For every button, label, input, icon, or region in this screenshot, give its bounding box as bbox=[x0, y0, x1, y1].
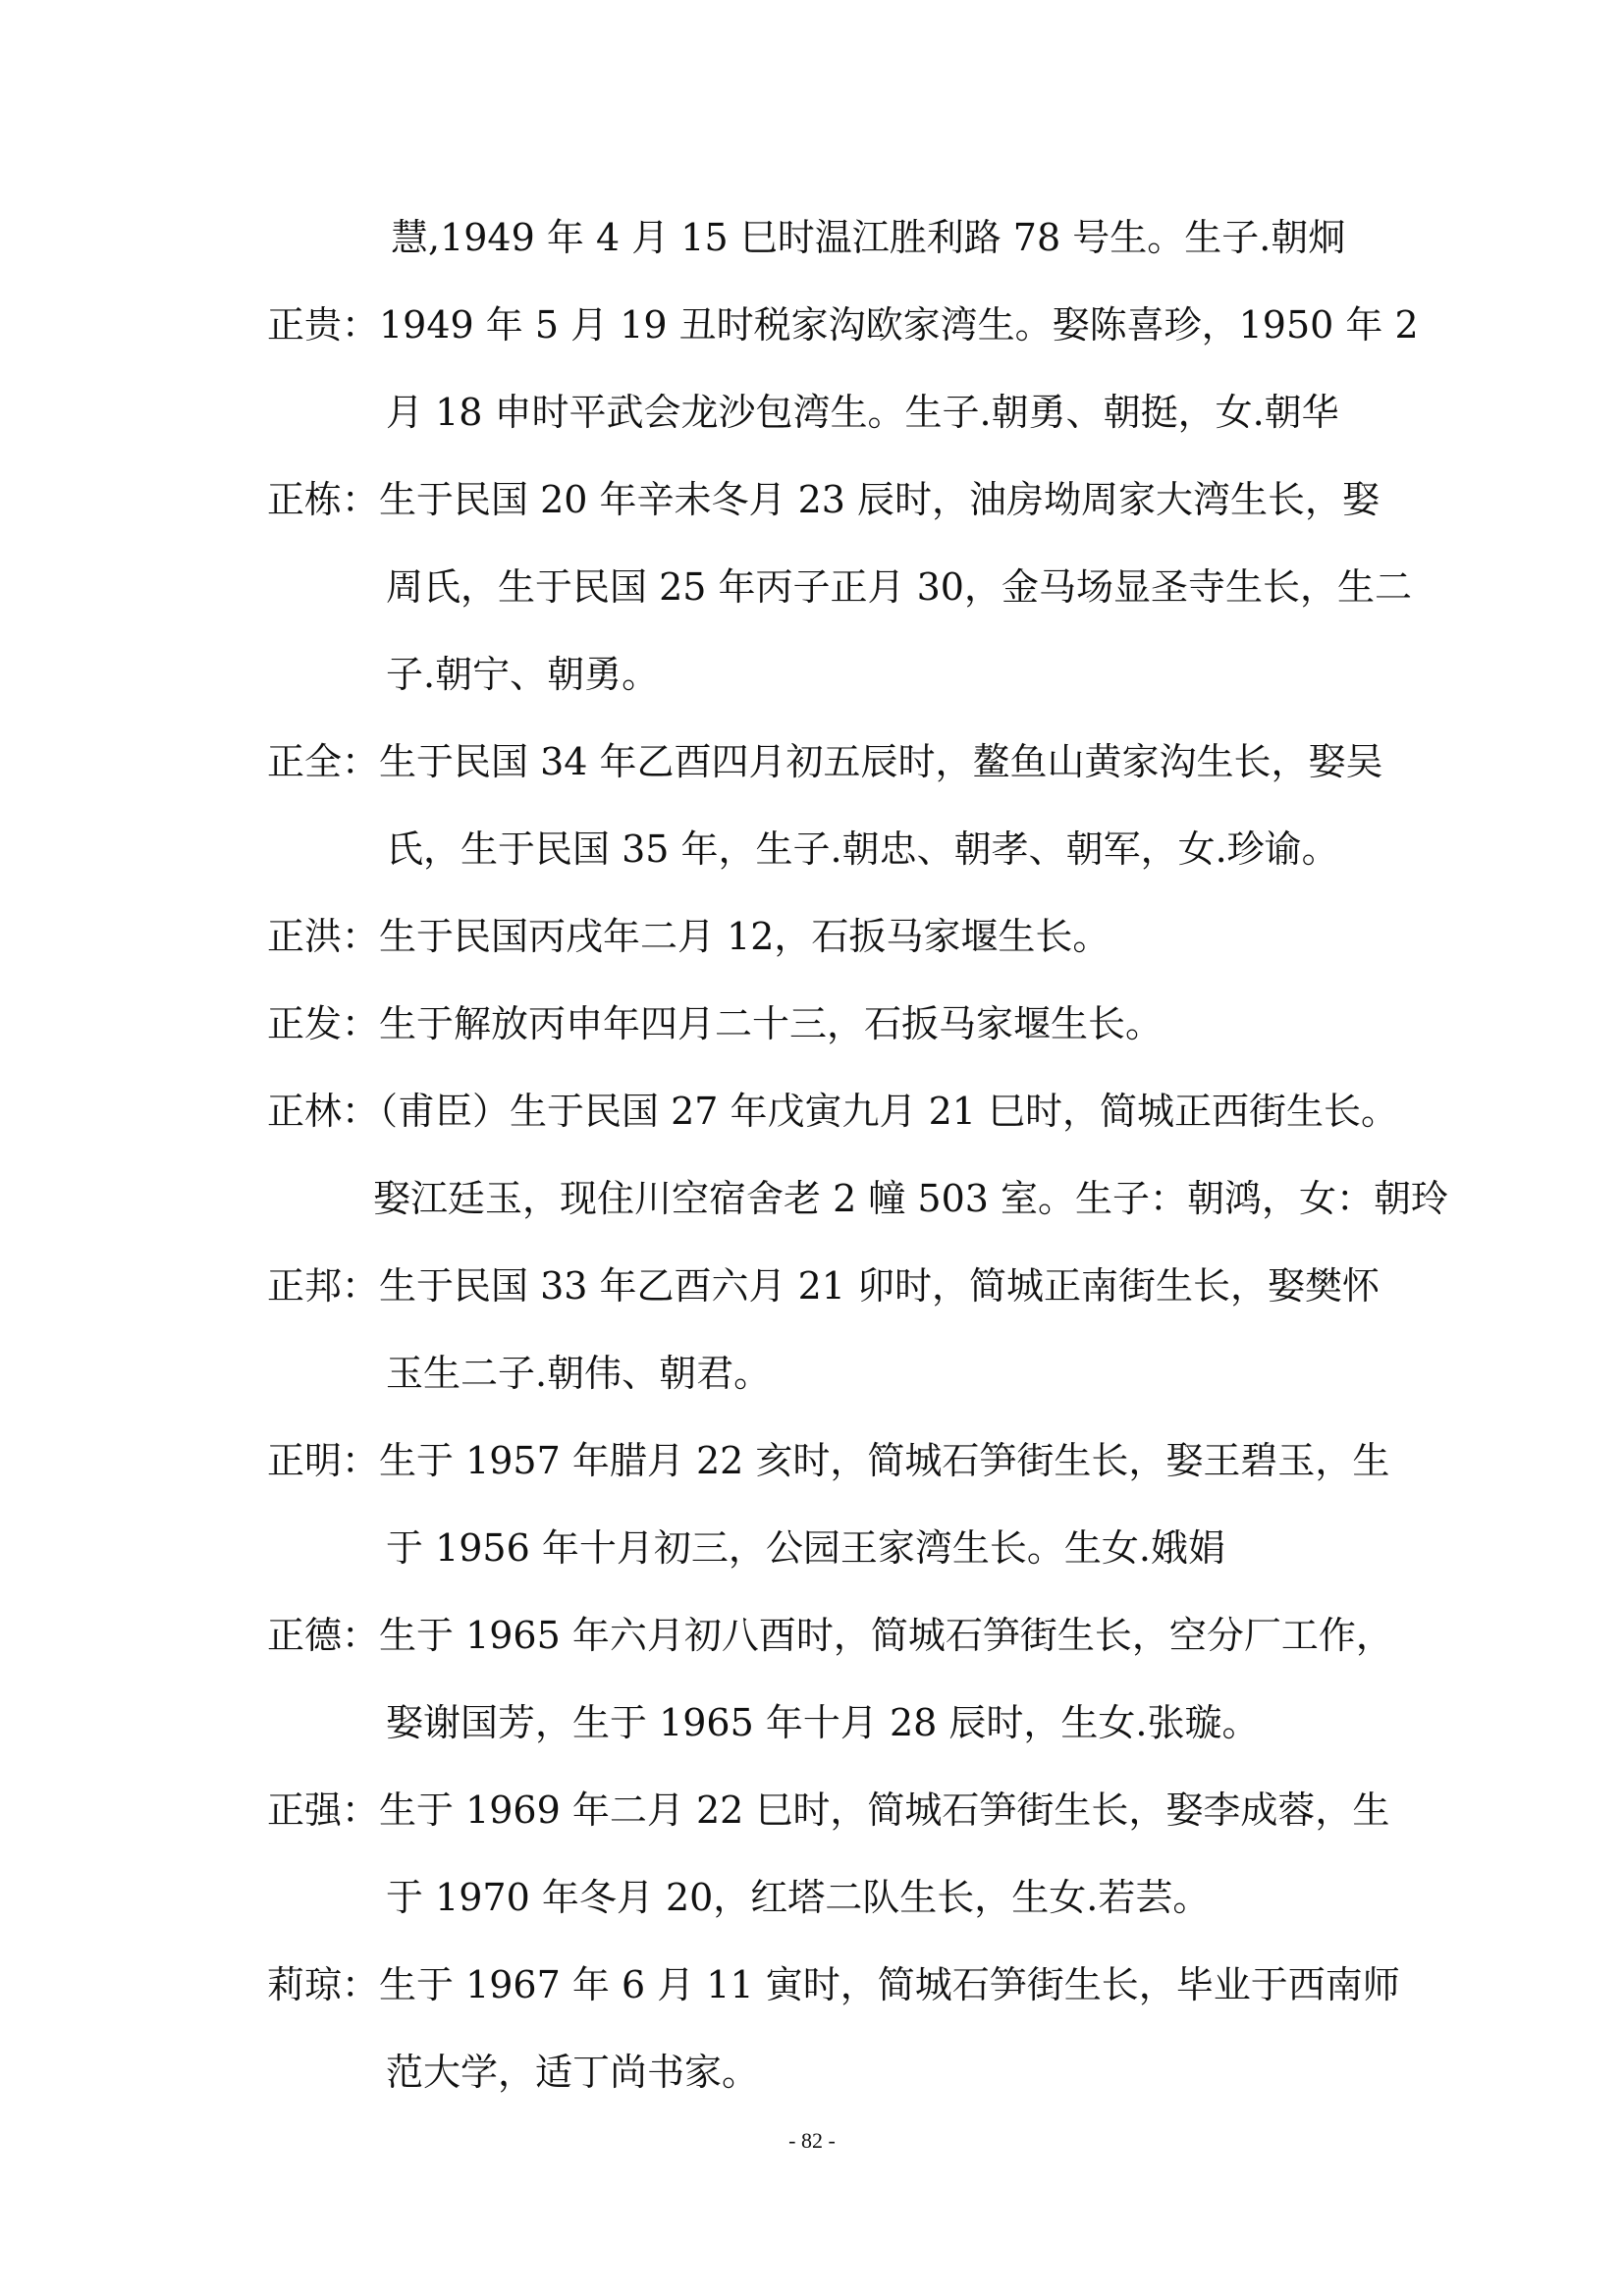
text-line: 正发：生于解放丙申年四月二十三，石扳马家堰生长。 bbox=[267, 1002, 1164, 1045]
text-line: 月 18 申时平武会龙沙包湾生。生子.朝勇、朝挺，女.朝华 bbox=[386, 391, 1339, 434]
text-line: 氏，生于民国 35 年，生子.朝忠、朝孝、朝军，女.珍谕。 bbox=[386, 828, 1339, 871]
text-line: 周氏，生于民国 25 年丙子正月 30，金马场显圣寺生长，生二 bbox=[386, 565, 1412, 609]
text-line: 正栋：生于民国 20 年辛未冬月 23 辰时，油房坳周家大湾生长，娶 bbox=[267, 478, 1380, 521]
text-line: 正强：生于 1969 年二月 22 巳时，简城石笋街生长，娶李成蓉，生 bbox=[267, 1789, 1390, 1832]
text-line: 慧,1949 年 4 月 15 巳时温江胜利路 78 号生。生子.朝炯 bbox=[391, 216, 1346, 259]
text-line: 娶江廷玉，现住川空宿舍老 2 幢 503 室。生子：朝鸿，女：朝玲 bbox=[373, 1177, 1449, 1220]
text-line: 于 1970 年冬月 20，红塔二队生长，生女.若芸。 bbox=[386, 1876, 1211, 1919]
text-line: 正全：生于民国 34 年乙酉四月初五辰时，鳌鱼山黄家沟生长，娶吴 bbox=[267, 740, 1383, 783]
text-line: 玉生二子.朝伟、朝君。 bbox=[386, 1352, 772, 1395]
text-line: 正林：（甫臣）生于民国 27 年戊寅九月 21 巳时，简城正西街生长。 bbox=[267, 1090, 1399, 1133]
text-line: 于 1956 年十月初三，公园王家湾生长。生女.娥娟 bbox=[386, 1526, 1225, 1570]
text-line: 莉琼：生于 1967 年 6 月 11 寅时，简城石笋街生长，毕业于西南师 bbox=[267, 1963, 1400, 2006]
text-line: 正德：生于 1965 年六月初八酉时，简城石笋街生长，空分厂工作， bbox=[267, 1614, 1393, 1657]
text-line: 范大学，适丁尚书家。 bbox=[386, 2051, 760, 2094]
text-line: 正贵：1949 年 5 月 19 丑时税家沟欧家湾生。娶陈喜珍，1950 年 2 bbox=[267, 303, 1419, 347]
page-number: - 82 - bbox=[788, 2128, 836, 2153]
text-line: 娶谢国芳，生于 1965 年十月 28 辰时，生女.张璇。 bbox=[386, 1701, 1260, 1744]
text-line: 子.朝宁、朝勇。 bbox=[386, 653, 660, 696]
text-line: 正邦：生于民国 33 年乙酉六月 21 卯时，简城正南街生长，娶樊怀 bbox=[267, 1264, 1380, 1308]
text-line: 正明：生于 1957 年腊月 22 亥时，简城石笋街生长，娶王碧玉，生 bbox=[267, 1439, 1390, 1482]
text-line: 正洪：生于民国丙戌年二月 12，石扳马家堰生长。 bbox=[267, 915, 1110, 958]
